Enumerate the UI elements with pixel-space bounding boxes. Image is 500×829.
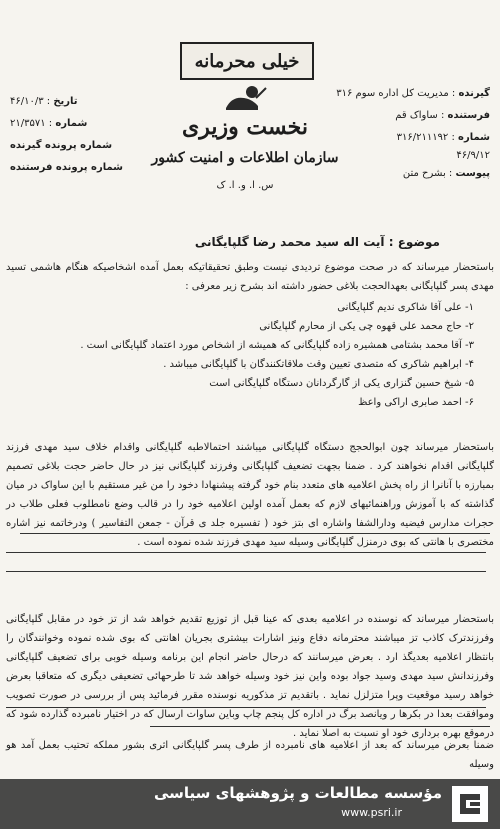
- institute-url[interactable]: www.psri.ir: [341, 806, 402, 819]
- paragraph-body-3: ضمنا بعرض میرساند که بعد از اعلامیه های نامبرده از طرف پسر گلپایگانی اثری بشور مملکه تحتیب بعمل آمد هو وسیله: [6, 740, 494, 770]
- lion-and-sun-emblem-icon: [222, 84, 268, 112]
- meta-number: شماره : ۳۱۶/۲۱۱۱۹۲: [396, 132, 490, 143]
- list-item: ۵- شیخ حسین گنزاری یکی از گارگردانان دستگاه گلپایگانی است: [209, 378, 474, 389]
- meta-attached: پیوست : بشرح متن: [402, 168, 490, 179]
- underline-mark: [6, 571, 486, 572]
- list-item: ۲- حاج محمد علی قهوه چی یکی از محارم گلپایگانی: [259, 321, 474, 332]
- meta-sender: فرستنده : ساواک قم: [395, 110, 490, 121]
- list-item: ۳- آقا محمد بشتامی همشیره زاده گلپایگانی که همیشه از اشخاص مورد اعتماد گلپایگانی است .: [80, 340, 474, 351]
- underline-mark: [6, 552, 486, 553]
- meta-left-recipient-file: شماره پرونده گیرنده: [10, 140, 113, 151]
- list-item: ۴- ابراهیم شاکری که متصدی تعیین وقت ملاقاتکنندگان با گلپایگانی میباشد .: [163, 359, 474, 370]
- meta-date: ۴۶/۹/۱۲: [456, 150, 490, 161]
- meta-left-sender-file: شماره پرونده فرستنده: [10, 162, 123, 173]
- institute-name: مؤسسه مطالعات و پژوهشهای سیاسی: [153, 784, 442, 802]
- agency-subtitle: سازمان اطلاعات و امنیت کشور: [151, 150, 339, 166]
- underline-mark: [150, 726, 490, 727]
- meta-left-date: تاریخ : ۴۶/۱۰/۳: [10, 96, 78, 107]
- classification-stamp: خیلی محرمانه: [180, 42, 314, 80]
- meta-recipient: گیرنده : مدیریت کل اداره سوم ۳۱۶: [336, 88, 490, 99]
- agency-title: نخست وزیری: [182, 114, 308, 140]
- paragraph-body-1: باستحضار میرساند چون ابوالحجج دستگاه گلپایگانی میباشند احتمالاطبه گلپایگانی واقدام خلاف سید مهدی فرزند گلپایگانی اقدام نخواهند کرد . ضمنا بجهت تضعیف گلپایگانی وفرزند گلپایگانی نیز در حال حاضر حجت بلاغی تصمیم بمبارزه با آنانرا از راه پخش اعلامیه های متعدد بنام خود گرفته پیشنهادا دخود را من غیر مستقیم با این ساواک در میان گذاشته که با آموزش وراهنمائیهای لازم که بعمل آمده اولین اعلامیه خود را در قالب وضع نامطلوب فعلی طلاب در حجرات مدارس فیضیه ودارالشفا واشاره ای بتز خود ( تفسیره جلد ی قرآن - جمعن التفاسیر ) ودرخاتمه نیز اشاره مختصری با هانتی که بوی درمنزل گلپایگانی وسیله سید مهدی فرزند شده نموده است .: [6, 442, 494, 548]
- institute-logo-icon: [452, 786, 488, 822]
- meta-left-number: شماره : ۲۱/۳۵۷۱: [10, 118, 88, 129]
- underline-mark: [6, 707, 486, 708]
- paragraph-intro: باستحضار میرساند که در صحت موضوع تردیدی نیست وطبق تحقیقاتیکه بعمل آمده اشخاصیکه هنگام هاشمی تسید مهدی پسر گلپایگانی بعهدالحجت بلاغی حضور داشته اند بشرح زیر معرفی :: [6, 262, 494, 292]
- paragraph-body-2: باستحضار میرساند که نوسنده در اعلامیه بعدی که عینا قبل از توزیع تقدیم خواهد شد از تز خود در مقابل گلپایگانی وفرزندترک کاذب تز میباشند محترمانه دفاع ونیز اشارات بیشتری بجریان اهانتی که بوی شده نموده وخوانندگان را بانتظار اعلامیه بعدیگذ ارد . بعرض میرسانند که درحال حاضر انجام این برنامه وسیله خوبی برای تضعیف گلپایگانی وفرزندانش سید مهدی وسید جواد بوده واین نیز خود وسیله خواهد شد تا طرحهائی تضعیفی دیگری که متعاقبا بعرض خواهد رسید موقعیت وپرا متزلزل نماید . باتقدیم تز مذکوریه نوسنده مقرر فرمائید پس از بررسی در صورت تصویب وموافقت بعدا در بکرها ر ویانصد برگ در اداره کل پنجم چاپ وباین ساوات ارسال که در اختیار نامبرده گذارده شود که درموقع بهره برداری خود او نسبت به اصلا نماید .: [6, 614, 494, 739]
- underline-mark: [20, 533, 490, 534]
- person-list: [40, 298, 474, 412]
- list-item: ۶- احمد صابری اراکی واعظ: [358, 397, 474, 408]
- list-item: ۱- علی آقا شاکری ندیم گلپایگانی: [337, 302, 474, 313]
- subject-line: موضوع : آیت اله سید محمد رضا گلپایگانی: [194, 235, 440, 249]
- agency-code: س. ا. و. ا. ک: [216, 180, 274, 191]
